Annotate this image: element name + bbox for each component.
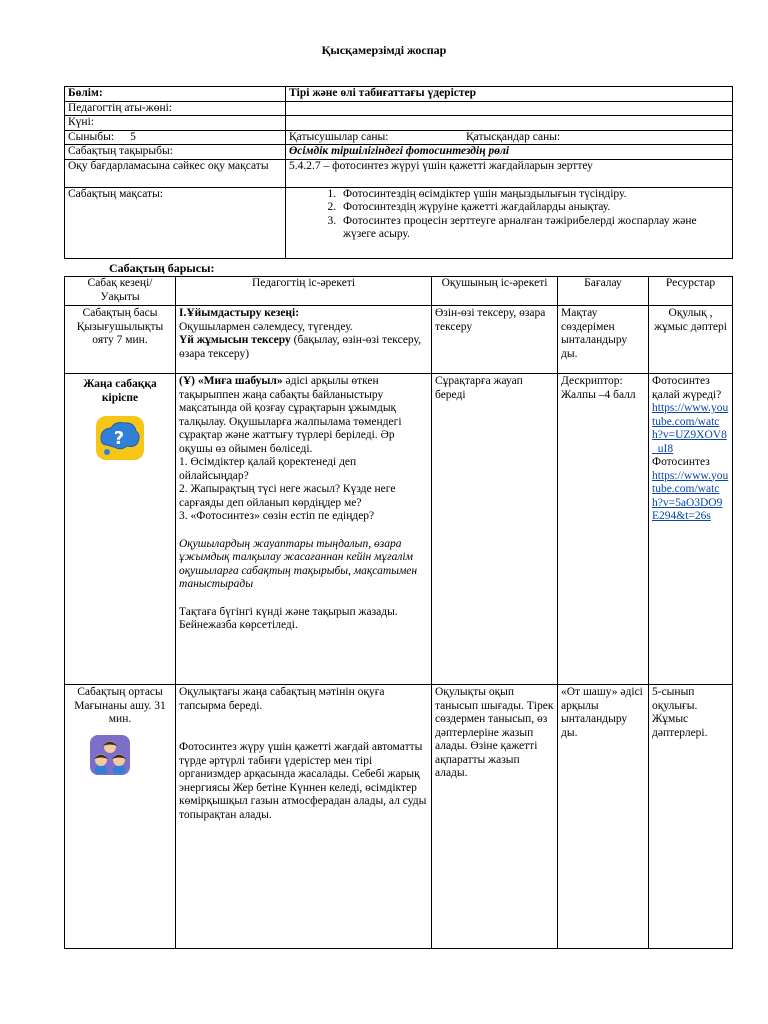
info-table bbox=[64, 86, 733, 259]
r3-explanation: Фотосинтез жүру үшін қажетті жағдай автоматты түрде әртүрлі табиғи үдерістер мен тірі организмдер арқасында жасалады. Себебі жарық энергиясы Жер бетіне Күннен келеді, өсімдіктер көмірқышқыл газын атмосферадан алады, ал суды топырақтан алады. bbox=[179, 741, 427, 821]
table-row bbox=[65, 101, 733, 116]
header-student: Оқушының іс-әрекеті bbox=[432, 277, 558, 306]
r2-method-name: (Ұ) «Миға шабуыл» bbox=[179, 375, 283, 387]
r2-teacher bbox=[176, 374, 432, 685]
teacher-label: Педагогтің аты-жөні: bbox=[65, 101, 286, 116]
section-label: Бөлім: bbox=[65, 87, 286, 102]
r2-question-1: 1. Өсімдіктер қалай қоректенеді деп ойлайсыңдар? bbox=[179, 456, 357, 482]
table-row bbox=[65, 159, 733, 187]
table-row bbox=[65, 306, 733, 374]
r2-stage: Жаңа сабаққа кіріспе bbox=[83, 378, 157, 404]
page-title: Қысқамерзімді жоспар bbox=[321, 43, 447, 57]
header-teacher: Педагогтің іс-әрекеті bbox=[176, 277, 432, 306]
r1-assessment: Мақтау сөздерімен ынталандыру ды. bbox=[558, 306, 649, 374]
grade-label: Сыныбы: bbox=[68, 130, 115, 143]
date-label: Күні: bbox=[65, 116, 286, 131]
attendance-cell bbox=[286, 130, 733, 145]
date-value bbox=[286, 116, 733, 131]
r3-student: Оқулықты оқып танысып шығады. Тірек сөздермен танысып, өз дәптерлеріне жазып алады. Өзіне қажетті ақпаратты жазып алады. bbox=[432, 685, 558, 949]
table-row bbox=[65, 116, 733, 131]
lesson-flow-table bbox=[64, 276, 733, 949]
r1-homework-heading: Үй жұмысын тексеру bbox=[179, 334, 291, 346]
r2-board: Тақтаға бүгінгі күнді және тақырып жазады. bbox=[179, 605, 398, 618]
header-stage: Сабақ кезеңі/Уақыты bbox=[65, 277, 176, 306]
r1-teacher bbox=[176, 306, 432, 374]
list-item: 3. Фотосинтез процесін зерттеуге арналған тәжірибелерді жоспарлау және жүзеге асыру. bbox=[339, 215, 729, 242]
goals-list bbox=[289, 188, 729, 242]
section-value: Тірі және өлі табиғаттағы үдерістер bbox=[286, 87, 733, 102]
topic-label: Сабақтың тақырыбы: bbox=[65, 145, 286, 160]
youtube-link-1[interactable]: https://www.youtube.com/watch?v=UZ9XOV8_uI8 bbox=[652, 402, 729, 455]
r2-question-2: 2. Жапырақтың түсі неге жасыл? Күзде неге сарғаяды деп ойланып көрдіңдер ме? bbox=[179, 483, 396, 509]
absent-label: Қатысқандар саны: bbox=[466, 130, 561, 143]
r3-resources: 5-сынып оқулығы. Жұмыс дәптерлері. bbox=[649, 685, 733, 949]
r3-stage: Сабақтың ортасы Мағынаны ашу. 31 мин. bbox=[74, 686, 166, 725]
r3-assessment: «От шашу» әдісі арқылы ынталандыру ды. bbox=[558, 685, 649, 949]
list-item: 1. Фотосинтездің өсімдіктер үшін маңыздылығын түсіндіру. bbox=[339, 188, 729, 202]
r3-teacher bbox=[176, 685, 432, 949]
r2-method-text: әдісі арқылы өткен тақырыппен жаңа сабақты байланыстыру мақсатында ой қозғау сұрақтарын ұжымдық талқылау. Оқушыларға жалпылама төмендегі сұрақтар және жаттығу түрлері беріледі. Әр оқушы өз ойымен бөліседі. bbox=[179, 375, 402, 455]
r1-student: Өзін-өзі тексеру, өзара тексеру bbox=[432, 306, 558, 374]
r1-stage: Сабақтың басы Қызығушылықты ояту 7 мин. bbox=[65, 306, 176, 374]
table-header-row bbox=[65, 277, 733, 306]
students-icon bbox=[68, 735, 172, 775]
header-resources: Ресурстар bbox=[649, 277, 733, 306]
question-bubble-icon bbox=[68, 415, 172, 461]
youtube-link-2[interactable]: https://www.youtube.com/watch?v=5aO3DO9E294&t=26s bbox=[652, 469, 729, 522]
teacher-value bbox=[286, 101, 733, 116]
table-row bbox=[65, 87, 733, 102]
table-row bbox=[65, 374, 733, 685]
list-item: 2. Фотосинтездің жүруіне қажетті жағдайларды анықтау. bbox=[339, 201, 729, 215]
goals-label: Сабақтың мақсаты: bbox=[65, 187, 286, 258]
objective-label: Оқу бағдарламасына сәйкес оқу мақсаты bbox=[65, 159, 286, 187]
r2-question-3: 3. «Фотосинтез» сөзін естіп пе едіңдер? bbox=[179, 510, 375, 522]
grade-value: 5 bbox=[130, 130, 136, 143]
table-row bbox=[65, 685, 733, 949]
r1-org-text: Оқушылармен сәлемдесу, түгендеу. bbox=[179, 320, 353, 333]
r1-homework-text: (бақылау, өзін-өзі тексеру, өзара тексеру) bbox=[179, 334, 422, 360]
r1-org-heading: І.Ұйымдастыру кезеңі: bbox=[179, 307, 300, 319]
r1-resources: Оқулық , жұмыс дәптері bbox=[649, 306, 733, 374]
r2-resource-2: Фотосинтез bbox=[652, 456, 710, 468]
r3-stage-cell bbox=[65, 685, 176, 949]
goals-cell bbox=[286, 187, 733, 258]
topic-value: Өсімдік тіршілігіндегі фотосинтездің рөлі bbox=[286, 145, 733, 160]
lesson-flow-label: Сабақтың барысы: bbox=[109, 261, 215, 275]
r3-task: Оқулықтағы жаңа сабақтың мәтінін оқуға тапсырма береді. bbox=[179, 686, 385, 712]
objective-value: 5.4.2.7 – фотосинтез жүруі үшін қажетті жағдайларын зерттеу bbox=[286, 159, 733, 187]
present-label: Қатысушылар саны: bbox=[289, 130, 389, 143]
grade-cell bbox=[65, 130, 286, 145]
table-row bbox=[65, 145, 733, 160]
header-assessment: Бағалау bbox=[558, 277, 649, 306]
r2-assessment: Дескриптор: Жалпы –4 балл bbox=[558, 374, 649, 685]
r2-video: Бейнежазба көрсетіледі. bbox=[179, 619, 298, 631]
r2-discussion: Оқушылардың жауаптары тыңдалып, өзара ұжымдық талқылау жасағаннан кейін мұғалім оқушыларға сабақтың тақырыбы, мақсатымен таныстырады bbox=[179, 537, 418, 590]
r2-student: Сұрақтарға жауап береді bbox=[432, 374, 558, 685]
svg-text:?: ? bbox=[113, 428, 125, 449]
table-row bbox=[65, 130, 733, 145]
r2-resource-1: Фотосинтез қалай жүреді? bbox=[652, 375, 722, 401]
table-row bbox=[65, 187, 733, 258]
r2-resources bbox=[649, 374, 733, 685]
r2-stage-cell bbox=[65, 374, 176, 685]
